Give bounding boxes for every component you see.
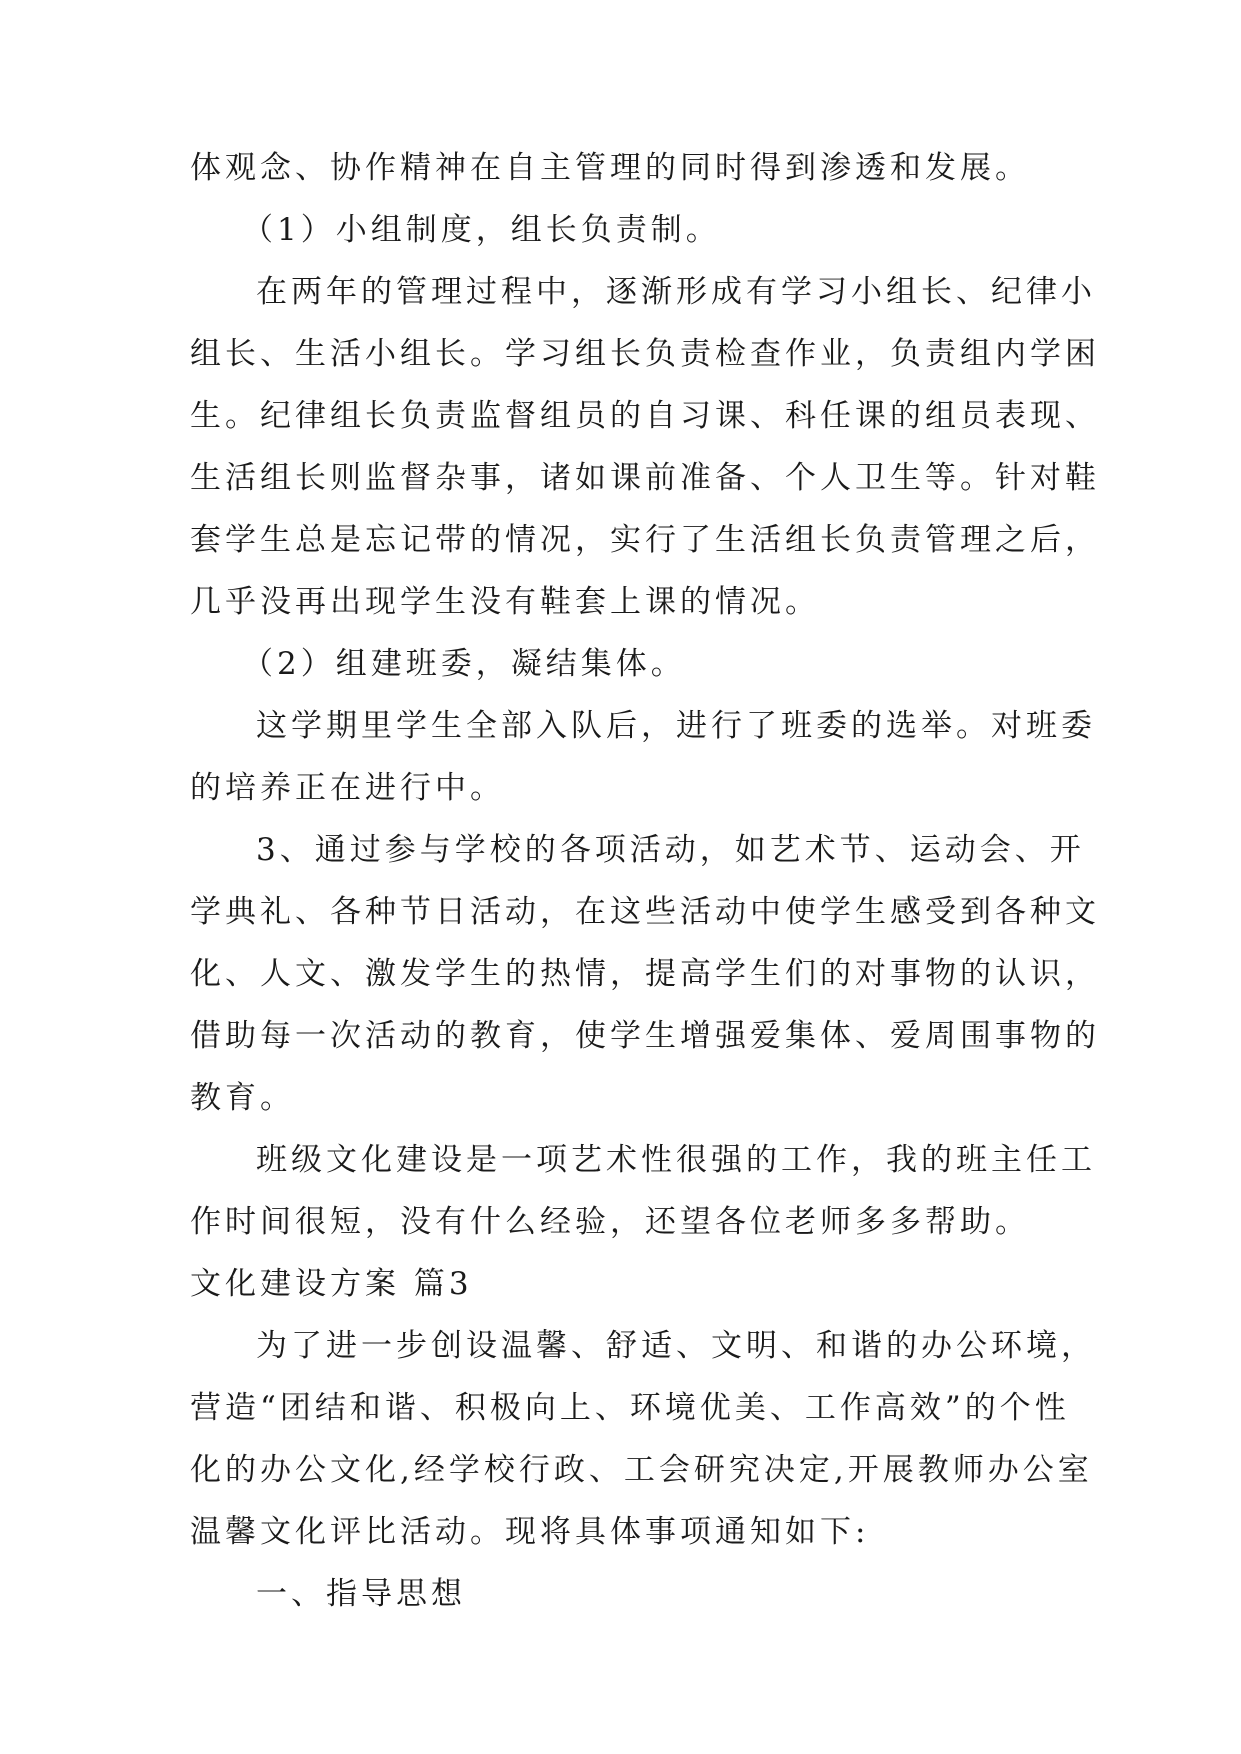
paragraph-line: 生活组长则监督杂事，诸如课前准备、个人卫生等。针对鞋 [190, 460, 1100, 496]
paragraph-line: 营造“团结和谐、积极向上、环境优美、工作高效”的个性 [190, 1390, 1070, 1426]
paragraph-line: 套学生总是忘记带的情况，实行了生活组长负责管理之后， [190, 522, 1100, 558]
paragraph-line: 3、通过参与学校的各项活动，如艺术节、运动会、开 [256, 832, 1085, 868]
paragraph-line: 借助每一次活动的教育，使学生增强爱集体、爱周围事物的 [190, 1018, 1100, 1054]
paragraph-line: 教育。 [190, 1080, 295, 1116]
paragraph-line: 体观念、协作精神在自主管理的同时得到渗透和发展。 [190, 150, 1030, 186]
paragraph-line: 学典礼、各种节日活动，在这些活动中使学生感受到各种文 [190, 894, 1100, 930]
paragraph-line: 这学期里学生全部入队后，进行了班委的选举。对班委 [256, 708, 1096, 744]
document-body [190, 137, 1100, 1625]
paragraph-line: 在两年的管理过程中，逐渐形成有学习小组长、纪律小 [256, 274, 1096, 310]
section-heading: 一、指导思想 [256, 1576, 466, 1612]
section-title: 文化建设方案 篇3 [190, 1266, 473, 1302]
paragraph-line: 化的办公文化,经学校行政、工会研究决定,开展教师办公室 [190, 1452, 1093, 1488]
paragraph-line: 作时间很短，没有什么经验，还望各位老师多多帮助。 [190, 1204, 1030, 1240]
paragraph-line: 化、人文、激发学生的热情，提高学生们的对事物的认识， [190, 956, 1100, 992]
paragraph-line: 几乎没再出现学生没有鞋套上课的情况。 [190, 584, 820, 620]
paragraph-line: 班级文化建设是一项艺术性很强的工作，我的班主任工 [256, 1142, 1096, 1178]
paragraph-line: 为了进一步创设温馨、舒适、文明、和谐的办公环境， [256, 1328, 1096, 1364]
subheading-line: （1）小组制度，组长负责制。 [242, 212, 721, 248]
paragraph-line: 生。纪律组长负责监督组员的自习课、科任课的组员表现、 [190, 398, 1100, 434]
paragraph-line: 温馨文化评比活动。现将具体事项通知如下: [190, 1514, 870, 1550]
paragraph-line: 组长、生活小组长。学习组长负责检查作业，负责组内学困 [190, 336, 1100, 372]
paragraph-line: 的培养正在进行中。 [190, 770, 505, 806]
subheading-line: （2）组建班委，凝结集体。 [242, 646, 686, 682]
